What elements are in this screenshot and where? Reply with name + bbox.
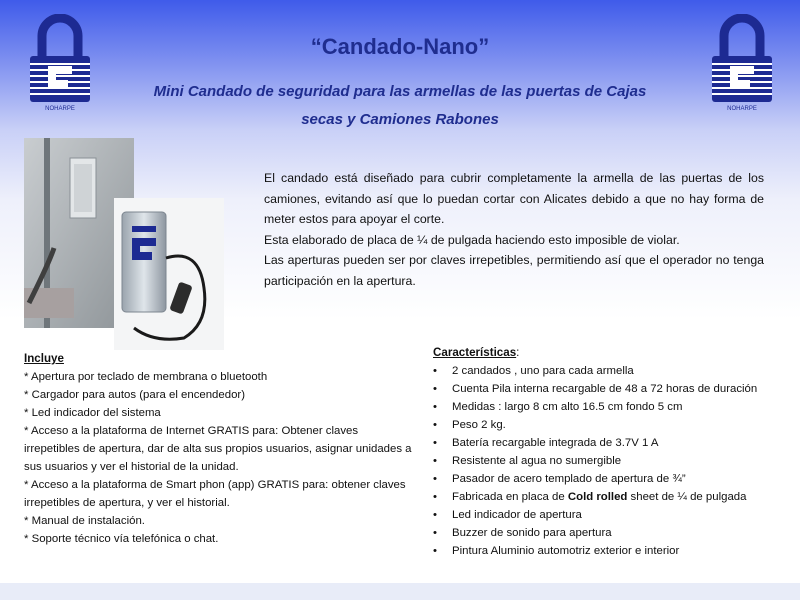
list-item bbox=[433, 398, 783, 416]
feature-text: Led indicador de apertura bbox=[452, 509, 582, 521]
feature-text: Fabricada en placa de bbox=[452, 491, 568, 503]
includes-item: * Acceso a la plataforma de Smart phon (app) GRATIS para: obtener claves irrepetibles de apertura, y ver el historial. bbox=[24, 479, 406, 509]
includes-item: * Apertura por teclado de membrana o bluetooth bbox=[24, 371, 268, 383]
features-title-suffix: : bbox=[516, 346, 520, 359]
bullet-icon: • bbox=[433, 383, 437, 395]
features-heading bbox=[433, 344, 783, 362]
description-paragraph: Esta elaborado de placa de ¼ de pulgada haciendo esto imposible de violar. bbox=[264, 232, 680, 247]
feature-text: Batería recargable integrada de 3.7V 1 A bbox=[452, 437, 659, 449]
feature-text: sheet de ¼ de pulgada bbox=[627, 491, 747, 503]
feature-text: Resistente al agua no sumergible bbox=[452, 455, 622, 467]
feature-text: Buzzer de sonido para apertura bbox=[452, 527, 612, 539]
bullet-icon: • bbox=[433, 473, 437, 485]
includes-section bbox=[24, 350, 414, 548]
feature-text: Pintura Aluminio automotriz exterior e interior bbox=[452, 545, 680, 557]
feature-text-bold: Cold rolled bbox=[567, 491, 628, 503]
list-item bbox=[433, 434, 783, 452]
list-item bbox=[433, 542, 783, 560]
list-item bbox=[433, 470, 783, 488]
description-paragraph: Las aperturas pueden ser por claves irrepetibles, permitiendo así que el operador no tenga participación en la apertura. bbox=[264, 253, 764, 288]
feature-text: Medidas : largo 8 cm alto 16.5 cm fondo 5 cm bbox=[452, 401, 683, 413]
includes-item: * Manual de instalación. bbox=[24, 515, 145, 527]
logo-text: NOHARPE bbox=[45, 106, 75, 112]
includes-title: Incluye bbox=[24, 352, 64, 365]
product-description bbox=[264, 168, 764, 291]
list-item bbox=[433, 416, 783, 434]
features-list bbox=[433, 362, 783, 560]
list-item bbox=[433, 362, 783, 380]
bullet-icon: • bbox=[433, 365, 437, 377]
list-item bbox=[433, 506, 783, 524]
padlock-logo-icon bbox=[28, 14, 92, 114]
page-title: “Candado-Nano” bbox=[310, 34, 490, 59]
list-item bbox=[433, 488, 783, 506]
description-paragraph: El candado está diseñado para cubrir completamente la armella de las puertas de los camiones, evitando así que lo puedan cortar con Alicates debido a que no hay forma de meter estos para apoyar el corte. bbox=[264, 171, 764, 226]
list-item bbox=[433, 524, 783, 542]
bullet-icon: • bbox=[433, 455, 437, 467]
bullet-icon: • bbox=[433, 545, 437, 557]
feature-text: Peso 2 kg. bbox=[452, 419, 506, 431]
includes-item: * Acceso a la plataforma de Internet GRATIS para: Obtener claves irrepetibles de apertura, dar de alta sus propios usuarios, asignar unidades a sus usuarios y ver el historial de la unidad. bbox=[24, 425, 412, 473]
includes-item: * Soporte técnico vía telefónica o chat. bbox=[24, 533, 219, 545]
includes-item: * Led indicador del sistema bbox=[24, 407, 161, 419]
features-section bbox=[433, 344, 783, 560]
bullet-icon: • bbox=[433, 527, 437, 539]
footer-band bbox=[0, 583, 800, 600]
feature-text: Cuenta Pila interna recargable de 48 a 72 horas de duración bbox=[452, 383, 758, 395]
bullet-icon: • bbox=[433, 509, 437, 521]
list-item bbox=[433, 452, 783, 470]
features-title: Características bbox=[433, 346, 517, 359]
bullet-icon: • bbox=[433, 419, 437, 431]
padlock-logo-icon bbox=[710, 14, 774, 114]
page-subtitle: Mini Candado de seguridad para las armellas de las puertas de Cajas secas y Camiones Rabones bbox=[153, 83, 647, 128]
feature-text: 2 candados , uno para cada armella bbox=[452, 365, 634, 377]
bullet-icon: • bbox=[433, 401, 437, 413]
includes-item: * Cargador para autos (para el encendedor) bbox=[24, 389, 245, 401]
product-photo-icon bbox=[24, 138, 224, 350]
bullet-icon: • bbox=[433, 491, 437, 503]
feature-text: Pasador de acero templado de apertura de ¾” bbox=[452, 473, 686, 485]
logo-text: NOHARPE bbox=[727, 106, 757, 112]
bullet-icon: • bbox=[433, 437, 437, 449]
list-item bbox=[433, 380, 783, 398]
